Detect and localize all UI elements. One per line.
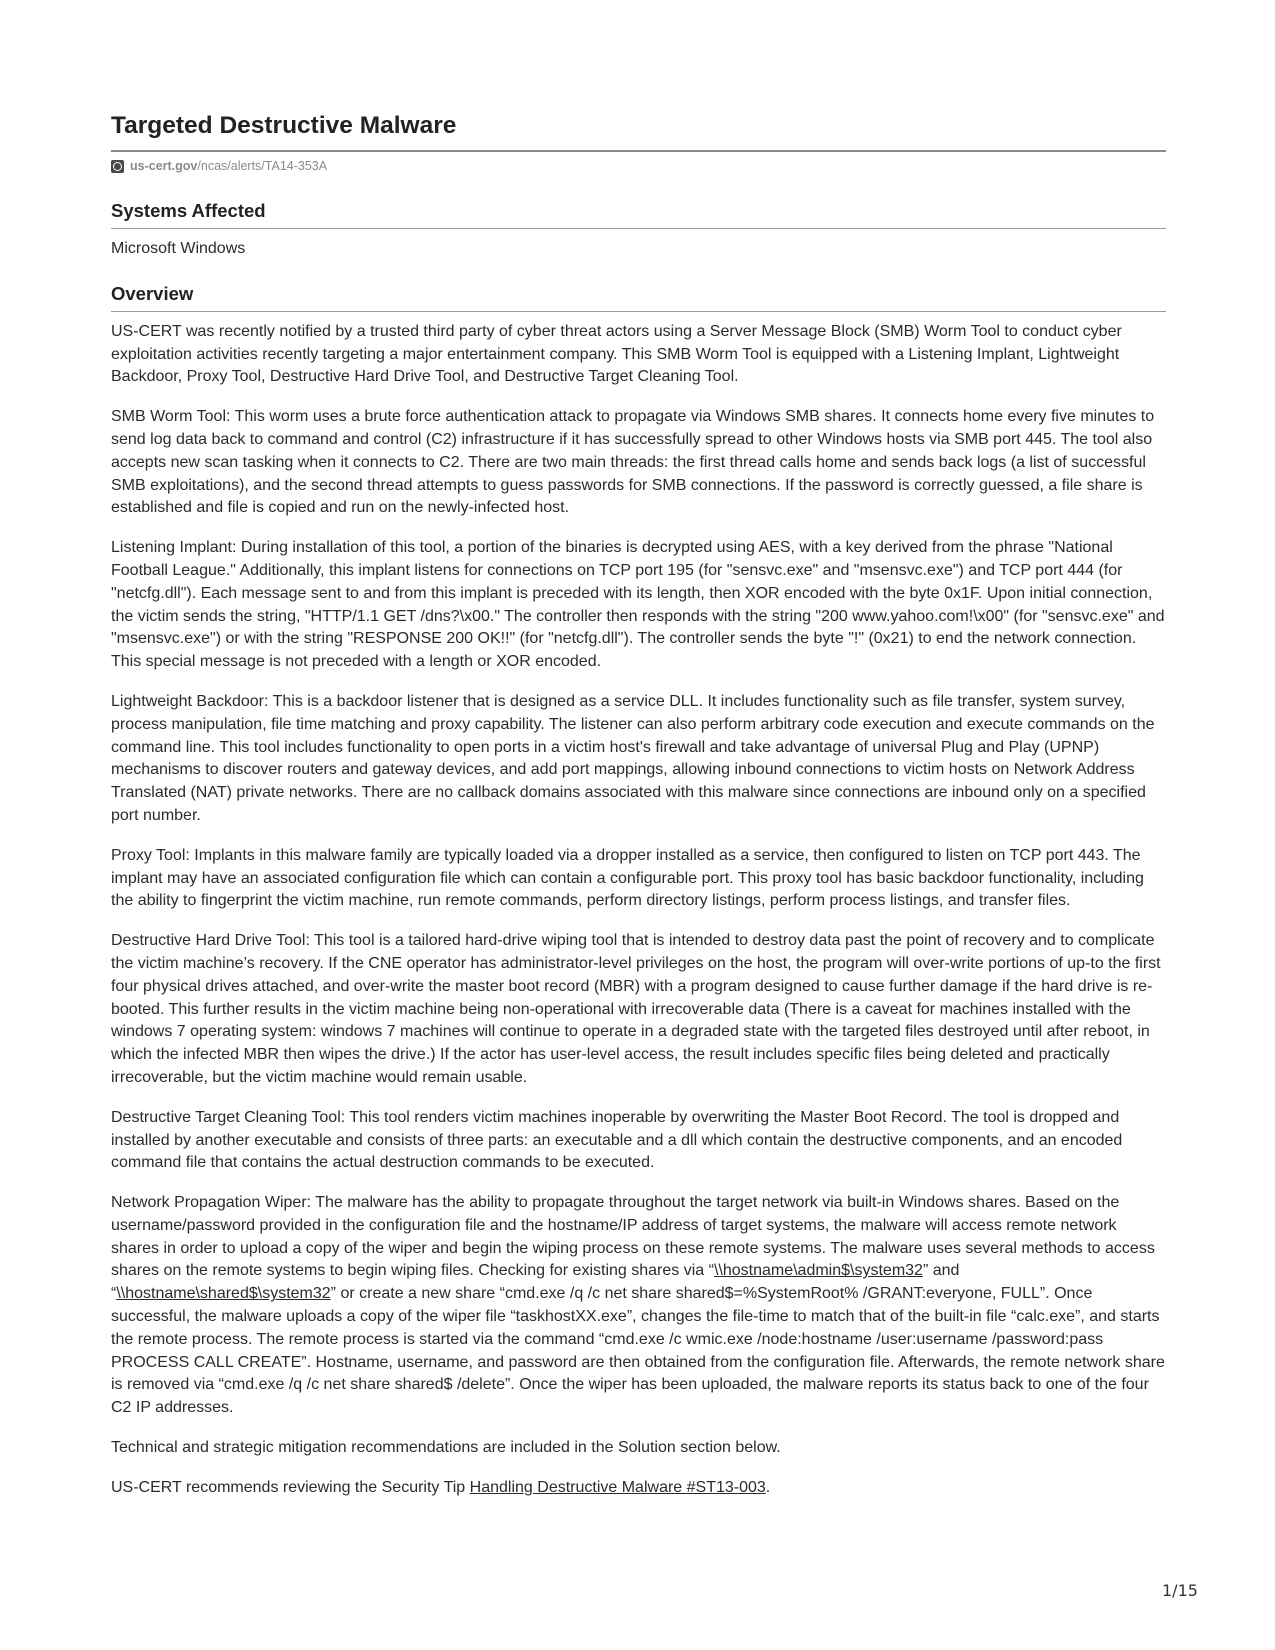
shared-share-link[interactable]: \\hostname\shared$\system32 — [116, 1285, 331, 1303]
overview-paragraph-mitigation: Technical and strategic mitigation recommendations are included in the Solution section below. — [111, 1439, 781, 1457]
overview-paragraph-propagation-wiper — [111, 1192, 1166, 1420]
source-line — [111, 157, 1166, 175]
recommendation-text: US-CERT recommends reviewing the Security Tip — [111, 1478, 470, 1496]
recommendation-end: . — [765, 1478, 771, 1496]
overview-paragraph-intro: US-CERT was recently notified by a trusted third party of cyber threat actors using a Server Message Block (SMB) Worm Tool to conduct cyber exploitation activities recently targeting a major entertainment company. This SMB Worm Tool is equipped with a Listening Implant, Lightweight Backdoor, Proxy Tool, Destructive Hard Drive Tool, and Destructive Target Cleaning Tool. — [111, 322, 1122, 386]
wiper-text-1: Network Propagation Wiper: The malware has the ability to propagate throughout the target network via built-in Windows shares. Based on the username/password provided in the configuration file and the hostname/IP address of target systems, the malware will access remote network shares in order to upload a copy of the wiper and begin the wiping process on these remote systems. The malware uses several methods to access shares on the remote systems to begin wiping files. Checking for existing shares via “ — [111, 1194, 1155, 1280]
overview-paragraph-smb-worm: SMB Worm Tool: This worm uses a brute force authentication attack to propagate via Windows SMB shares. It connects home every five minutes to send log data back to command and control (C2) infrastructure if it has successfully spread to other Windows hosts via SMB port 445. The tool also accepts new scan tasking when it connects to C2. There are two main threads: the first thread calls home and sends back logs (a list of successful SMB exploitations), and the second thread attempts to guess passwords for SMB connections. If the password is correctly guessed, a file share is established and file is copied and run on the newly-infected host. — [111, 408, 1155, 517]
overview-body — [111, 321, 1166, 1500]
overview-paragraph-lightweight-backdoor: Lightweight Backdoor: This is a backdoor listener that is designed as a service DLL. It includes functionality such as file transfer, system survey, process manipulation, file time matching and proxy capability. The listener can also perform arbitrary code execution and execute commands on the command line. This tool includes functionality to open ports in a victim host's firewall and take advantage of universal Plug and Play (UPNP) mechanisms to discover routers and gateway devices, and add port mappings, allowing inbound connections to victim hosts on Network Address Translated (NAT) private networks. There are no callback domains associated with this malware since connections are inbound only on a specified port number. — [111, 692, 1155, 824]
admin-share-link[interactable]: \\hostname\admin$\system32 — [713, 1262, 923, 1280]
systems-affected-text: Microsoft Windows — [111, 240, 246, 257]
wiper-text-3: ” or create a new share “cmd.exe /q /c net share shared$=%SystemRoot% /GRANT:everyone, FULL”. Once successful, the malware uploads a copy of the wiper file “taskhostXX.exe”, changes the file-time to match that of the built-in file “calc.exe”, and starts the remote process. The remote process is started via the command “cmd.exe /c wmic.exe /node:hostname /user:username /password:pass PROCESS CALL CREATE”. Hostname, username, and password are then obtained from the configuration file. Afterwards, the remote network share is removed via “cmd.exe /q /c net share shared$ /delete”. Once the wiper has been uploaded, the malware reports its status back to one of the four C2 IP addresses. — [111, 1285, 1165, 1417]
systems-affected-heading: Systems Affected — [111, 200, 1166, 229]
overview-paragraph-hard-drive-tool: Destructive Hard Drive Tool: This tool is a tailored hard-drive wiping tool that is intended to destroy data past the point of recovery and to complicate the victim machine’s recovery. If the CNE operator has administrator-level privileges on the host, the program will over-write portions of up-to the first four physical drives attached, and over-write the master boot record (MBR) with a program designed to cause further damage if the hard drive is re-booted. This further results in the victim machine being non-operational with irrecoverable data (There is a caveat for machines installed with the windows 7 operating system: windows 7 machines will continue to operate in a degraded state with the targeted files destroyed until after reboot, in which the infected MBR then wipes the drive.) If the actor has user-level access, the result includes specific files being deleted and practically irrecoverable, but the victim machine would remain usable. — [111, 932, 1161, 1086]
overview-paragraph-proxy-tool: Proxy Tool: Implants in this malware family are typically loaded via a dropper installed as a service, then configured to listen on TCP port 443. The implant may have an associated configuration file which can contain a configurable port. This proxy tool has basic backdoor functionality, including the ability to fingerprint the victim machine, run remote commands, perform directory listings, perform process listings, and transfer files. — [111, 846, 1144, 910]
page-number: 1/15 — [1162, 1581, 1198, 1600]
wiper-text-2: ” and “ — [111, 1262, 960, 1303]
overview-heading: Overview — [111, 283, 1166, 312]
page-title: Targeted Destructive Malware — [111, 112, 1166, 152]
source-path[interactable]: /ncas/alerts/TA14-353A — [197, 159, 328, 173]
globe-icon — [111, 160, 124, 173]
overview-paragraph-listening-implant: Listening Implant: During installation of this tool, a portion of the binaries is decrypted using AES, with a key derived from the phrase "National Football League." Additionally, this implant listens for connections on TCP port 195 (for "sensvc.exe" and "msensvc.exe") and TCP port 444 (for "netcfg.dll"). Each message sent to and from this implant is preceded with its length, then XOR encoded with the byte 0x1F. Upon initial connection, the victim sends the string, "HTTP/1.1 GET /dns?\x00." The controller then responds with the string "200 www.yahoo.com!\x00" (for "sensvc.exe" and "msensvc.exe") or with the string "RESPONSE 200 OK!!" (for "netcfg.dll"). The controller sends the byte "!" (0x21) to end the network connection. This special message is not preceded with a length or XOR encoded. — [111, 539, 1165, 671]
document-page — [111, 112, 1166, 1517]
overview-paragraph-cleaning-tool: Destructive Target Cleaning Tool: This tool renders victim machines inoperable by overwriting the Master Boot Record. The tool is dropped and installed by another executable and consists of three parts: an executable and a dll which contain the destructive components, and an encoded command file that contains the actual destruction commands to be executed. — [111, 1108, 1123, 1172]
security-tip-link[interactable]: Handling Destructive Malware #ST13-003 — [469, 1478, 766, 1496]
overview-paragraph-recommendation — [111, 1477, 1166, 1500]
source-domain[interactable]: us-cert.gov — [130, 159, 198, 173]
